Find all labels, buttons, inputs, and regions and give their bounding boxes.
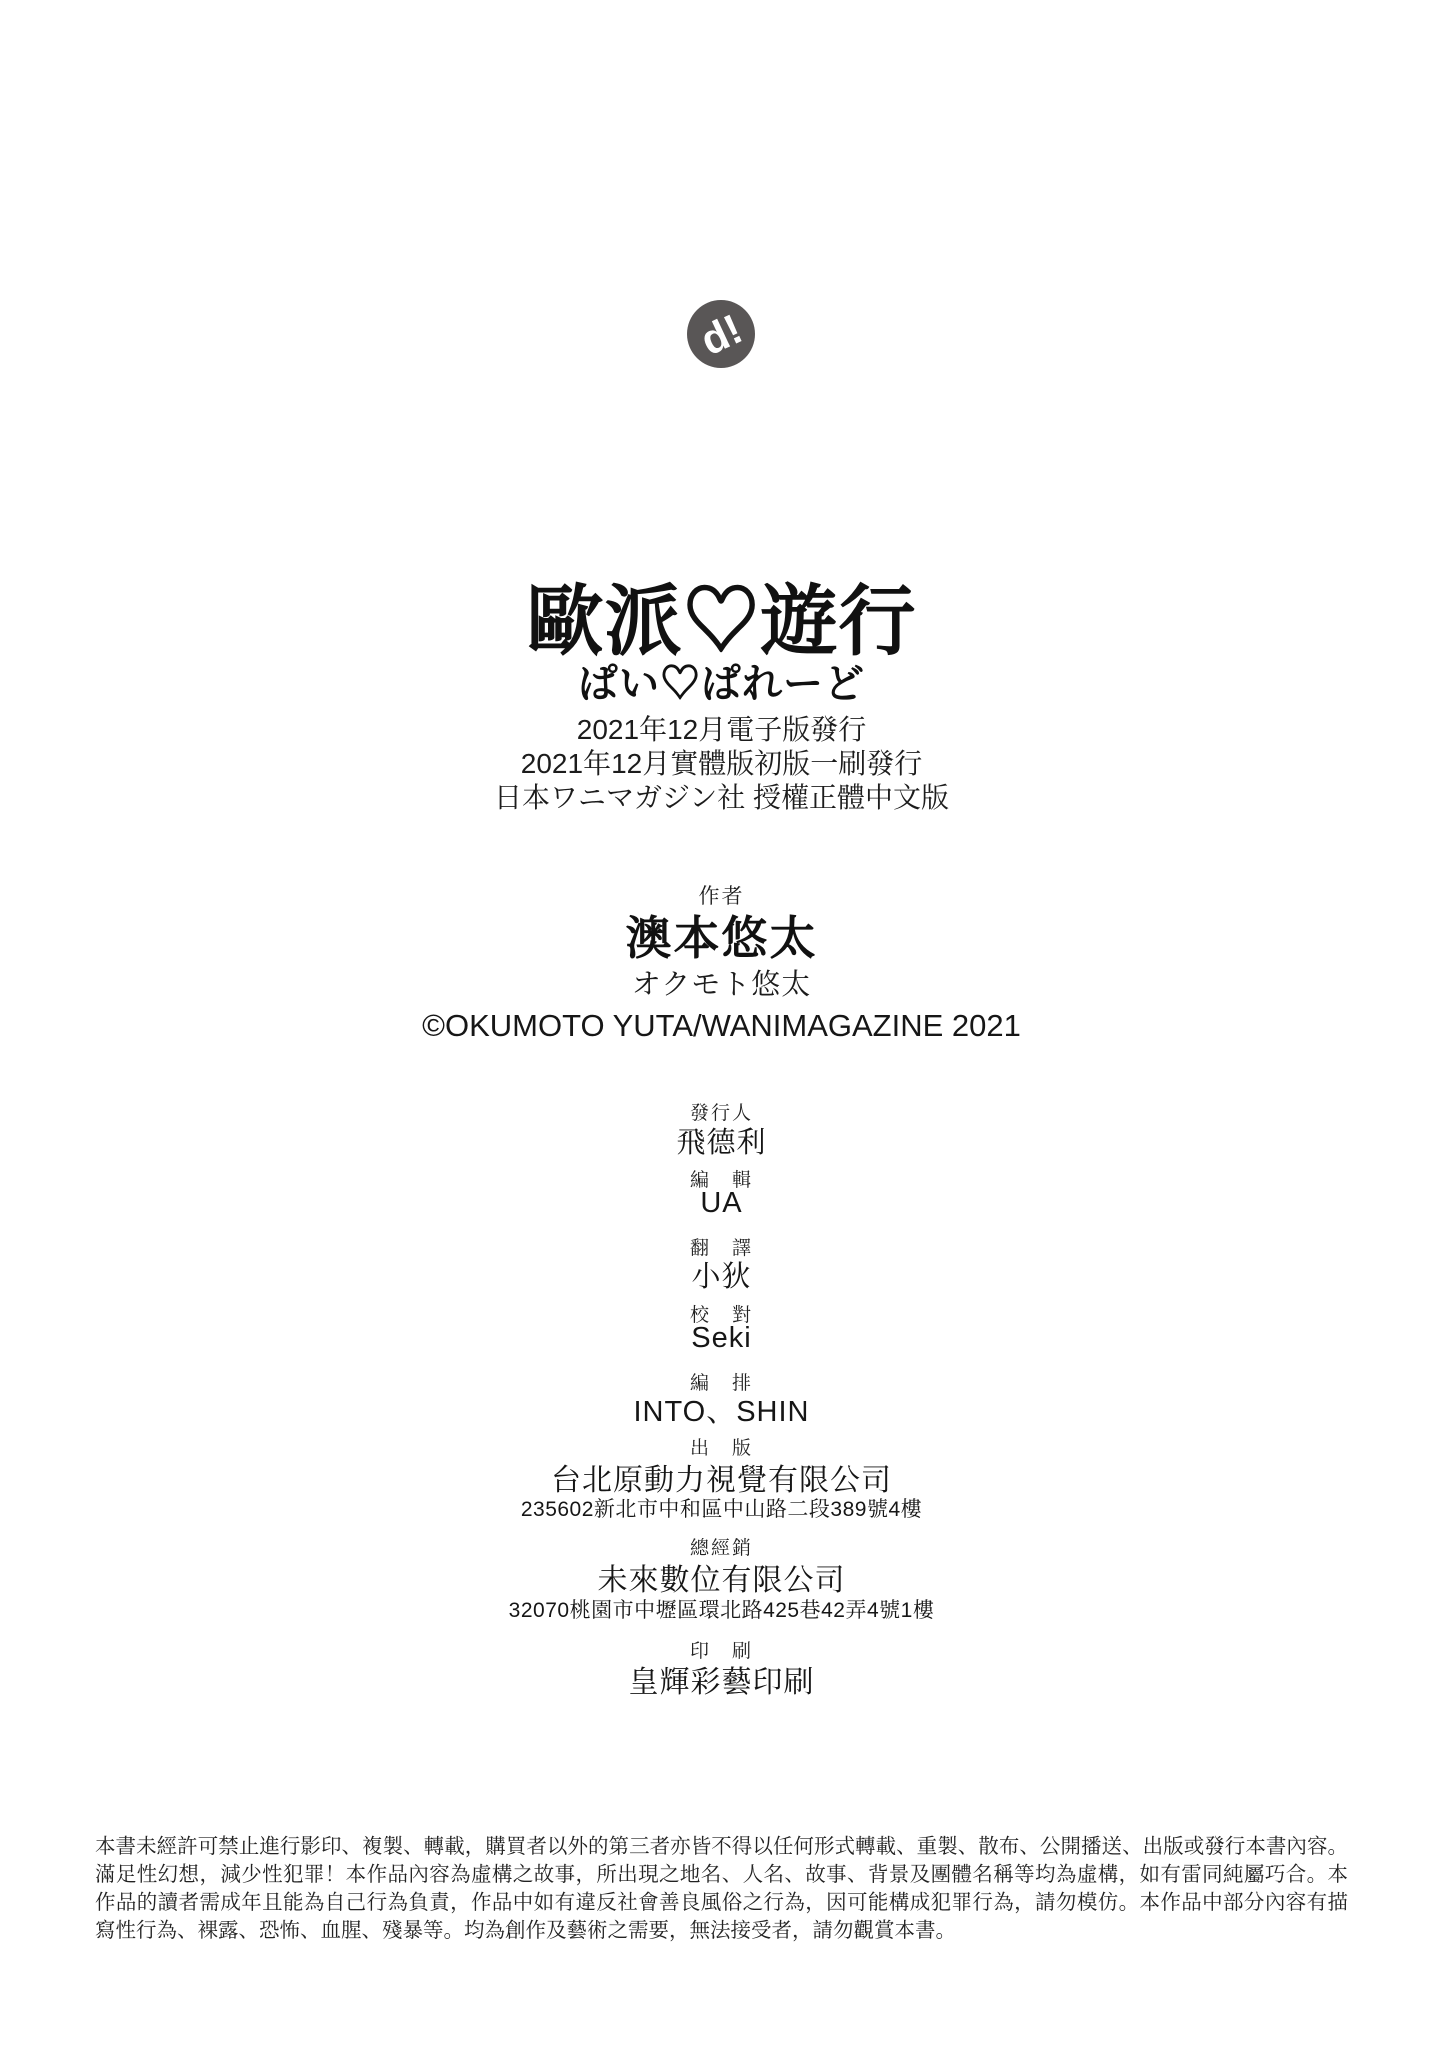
credit-value-distributor: 未來數位有限公司 bbox=[597, 1564, 846, 1597]
credit-value-layout: INTO、SHIN bbox=[633, 1396, 810, 1428]
credit-label-translator: 翻 譯 bbox=[689, 1238, 753, 1259]
credit-label-publishing-company: 出 版 bbox=[689, 1438, 753, 1459]
credit-value-printer: 皇輝彩藝印刷 bbox=[628, 1666, 815, 1699]
edition-line-digital: 2021年12月電子版發行 bbox=[576, 714, 867, 745]
credit-label-proofreader: 校 對 bbox=[689, 1305, 753, 1326]
legal-disclaimer bbox=[95, 1833, 1348, 1945]
author-name: 澳本悠太 bbox=[625, 912, 818, 964]
credit-label-printer: 印 刷 bbox=[689, 1641, 753, 1662]
legal-disclaimer-line: 寫性行為、裸露、恐怖、血腥、殘暴等。均為創作及藝術之需要，無法接受者，請勿觀賞本書。 bbox=[95, 1919, 956, 1942]
credit-value-publishing-company: 台北原動力視覺有限公司 bbox=[551, 1464, 892, 1497]
legal-disclaimer-line: 滿足性幻想，減少性犯罪！本作品內容為虛構之故事，所出現之地名、人名、故事、背景及團體名稱等均為虛構，如有雷同純屬巧合。本 bbox=[95, 1863, 1348, 1886]
credit-address-publishing-company: 235602新北市中和區中山路二段389號4樓 bbox=[520, 1498, 923, 1521]
credit-value-proofreader: Seki bbox=[691, 1322, 752, 1354]
credit-address-distributor: 32070桃園市中壢區環北路425巷42弄4號1樓 bbox=[508, 1599, 935, 1622]
author-label: 作者 bbox=[698, 885, 745, 908]
book-subtitle-kana: ぱい♡ぱれーど bbox=[578, 662, 865, 706]
author-name-kana: オクモト悠太 bbox=[631, 969, 812, 1001]
edition-line-print: 2021年12月實體版初版一刷發行 bbox=[520, 748, 923, 779]
book-title: 歐派♡遊行 bbox=[526, 579, 917, 665]
credit-label-distributor: 總經銷 bbox=[689, 1538, 753, 1559]
publisher-logo-icon bbox=[687, 300, 755, 368]
credit-label-editor: 編 輯 bbox=[689, 1170, 753, 1191]
legal-disclaimer-line: 作品的讀者需成年且能為自己行為負責，作品中如有違反社會善良風俗之行為，因可能構成犯罪行為，請勿模仿。本作品中部分內容有描 bbox=[95, 1891, 1348, 1914]
legal-disclaimer-line: 本書未經許可禁止進行影印、複製、轉載，購買者以外的第三者亦皆不得以任何形式轉載、重製、散布、公開播送、出版或發行本書內容。 bbox=[95, 1835, 1348, 1858]
credit-value-publisher-person: 飛德利 bbox=[676, 1127, 767, 1159]
publisher-logo bbox=[687, 300, 755, 368]
credit-value-editor: UA bbox=[700, 1187, 743, 1219]
credit-label-publisher-person: 發行人 bbox=[689, 1103, 753, 1124]
credit-label-layout: 編 排 bbox=[689, 1373, 753, 1394]
publisher-logo-glyph: d! bbox=[693, 304, 750, 365]
copyright-line: ©OKUMOTO YUTA/WANIMAGAZINE 2021 bbox=[422, 1008, 1021, 1043]
edition-line-license: 日本ワニマガジン社 授權正體中文版 bbox=[493, 782, 950, 813]
credit-value-translator: 小狄 bbox=[691, 1261, 752, 1293]
